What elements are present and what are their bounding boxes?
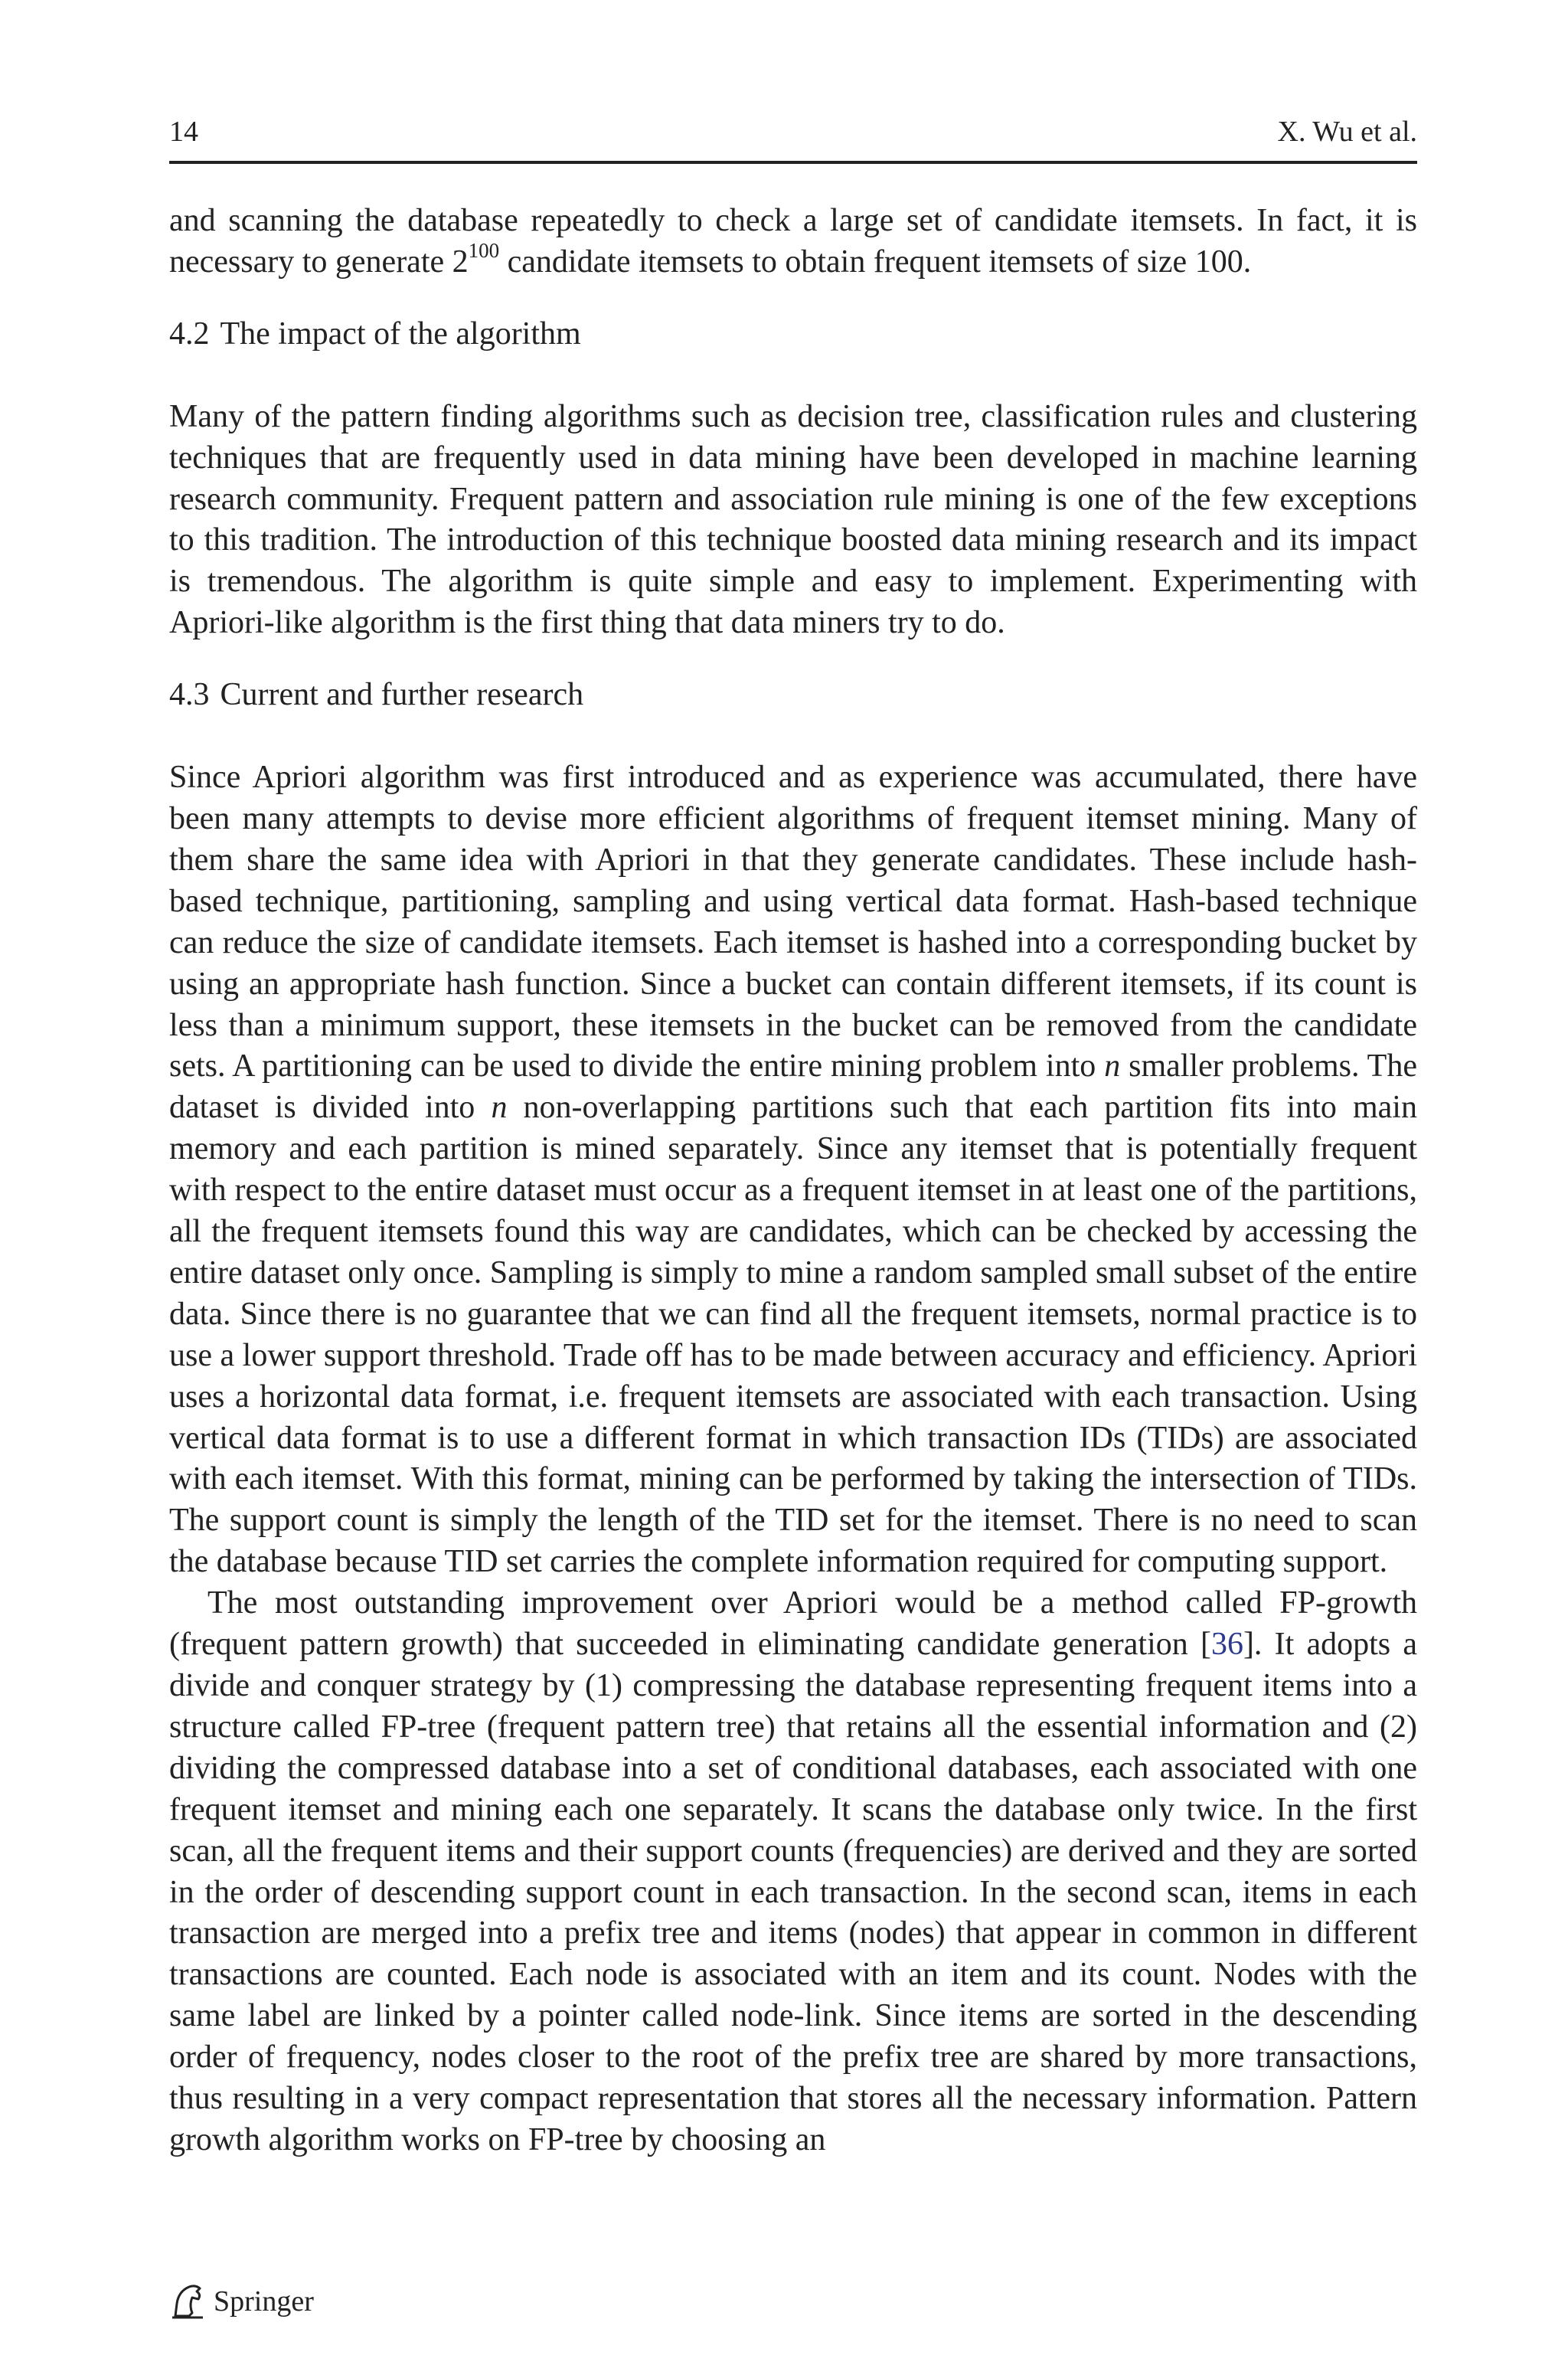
citation-link[interactable]: 36 xyxy=(1210,1627,1243,1663)
springer-horse-icon xyxy=(169,2282,206,2321)
running-header xyxy=(169,115,1417,153)
variable-n: n xyxy=(491,1090,508,1126)
article-body xyxy=(169,201,1417,2161)
publisher-footer xyxy=(169,2278,314,2324)
section-4-2-paragraph: Many of the pattern finding algorithms such as decision tree, classification rules and clustering techniques that are frequently used in data mining have been developed in machine learning research community. Frequent pattern and association rule mining is one of the few exceptions to this tradition. The introduction of this technique boosted data mining research and its impact is tremendous. The algorithm is quite simple and easy to implement. Experimenting with Apriori-like algorithm is the first thing that data miners try to do. xyxy=(169,398,1417,641)
variable-n: n xyxy=(1104,1048,1121,1084)
intro-paragraph: and scanning the database repeatedly to check a large set of candidate itemsets. In fact, it is necessary to generate $2^{100}$ candidate itemsets to obtain frequent itemsets of size 100. xyxy=(169,203,1417,280)
section-heading-4-3 xyxy=(169,675,1417,716)
exponent: 100 xyxy=(468,239,500,263)
section-4-3-paragraph-2: The most outstanding improvement over Apriori would be a method called FP-growth (frequent pattern growth) that succeeded in eliminating candidate generation [36]. It adopts a divide and conquer strategy by (1) compressing the database representing frequent items into a structure called FP-tree (frequent pattern tree) that retains all the essential information and (2) dividing the compressed database into a set of conditional databases, each associated with one frequent itemset and mining each one separately. It scans the database only twice. In the first scan, all the frequent items and their support counts (frequencies) are derived and they are sorted in the order of descending support count in each transaction. In the second scan, items in each transaction are merged into a prefix tree and items (nodes) that appear in common in different transactions are counted. Each node is associated with an item and its count. Nodes with the same label are linked by a pointer called node-link. Since items are sorted in the descending order of frequency, nodes closer to the root of the prefix tree are shared by more transactions, thus resulting in a very compact representation that stores all the necessary information. Pattern growth algorithm works on FP-tree by choosing an xyxy=(169,1585,1417,2157)
section-number: 4.3 xyxy=(169,677,210,713)
running-author: X. Wu et al. xyxy=(1277,116,1417,148)
section-heading-4-2 xyxy=(169,314,1417,355)
publisher-name: Springer xyxy=(214,2285,314,2317)
section-title: Current and further research xyxy=(220,677,584,713)
section-4-3-paragraph-1: Since Apriori algorithm was first introduced and as experience was accumulated, there have been many attempts to devise more efficient algorithms of frequent itemset mining. Many of them share the same idea with Apriori in that they generate candidates. These include hash-based technique, partitioning, sampling and using vertical data format. Hash-based technique can reduce the size of candidate itemsets. Each itemset is hashed into a corresponding bucket by using an appropriate hash function. Since a bucket can contain different itemsets, if its count is less than a minimum support, these itemsets in the bucket can be removed from the candidate sets. A partitioning can be used to divide the entire mining problem into n smaller problems. The dataset is divided into n non-overlapping partitions such that each partition fits into main memory and each partition is mined separately. Since any itemset that is potentially frequent with respect to the entire dataset must occur as a frequent itemset in at least one of the partitions, all the frequent itemsets found this way are candidates, which can be checked by accessing the entire dataset only once. Sampling is simply to mine a random sampled small subset of the entire data. Since there is no guarantee that we can find all the frequent itemsets, normal practice is to use a lower support threshold. Trade off has to be made between accuracy and efficiency. Apriori uses a horizontal data format, i.e. frequent itemsets are associated with each transaction. Using vertical data format is to use a different format in which transaction IDs (TIDs) are associated with each itemset. With this format, mining can be performed by taking the intersection of TIDs. The support count is simply the length of the TID set for the itemset. There is no need to scan the database because TID set carries the complete information required for computing support. xyxy=(169,760,1417,1580)
page-number: 14 xyxy=(169,116,198,148)
section-number: 4.2 xyxy=(169,316,210,352)
header-rule xyxy=(169,161,1417,164)
section-title: The impact of the algorithm xyxy=(220,316,581,352)
